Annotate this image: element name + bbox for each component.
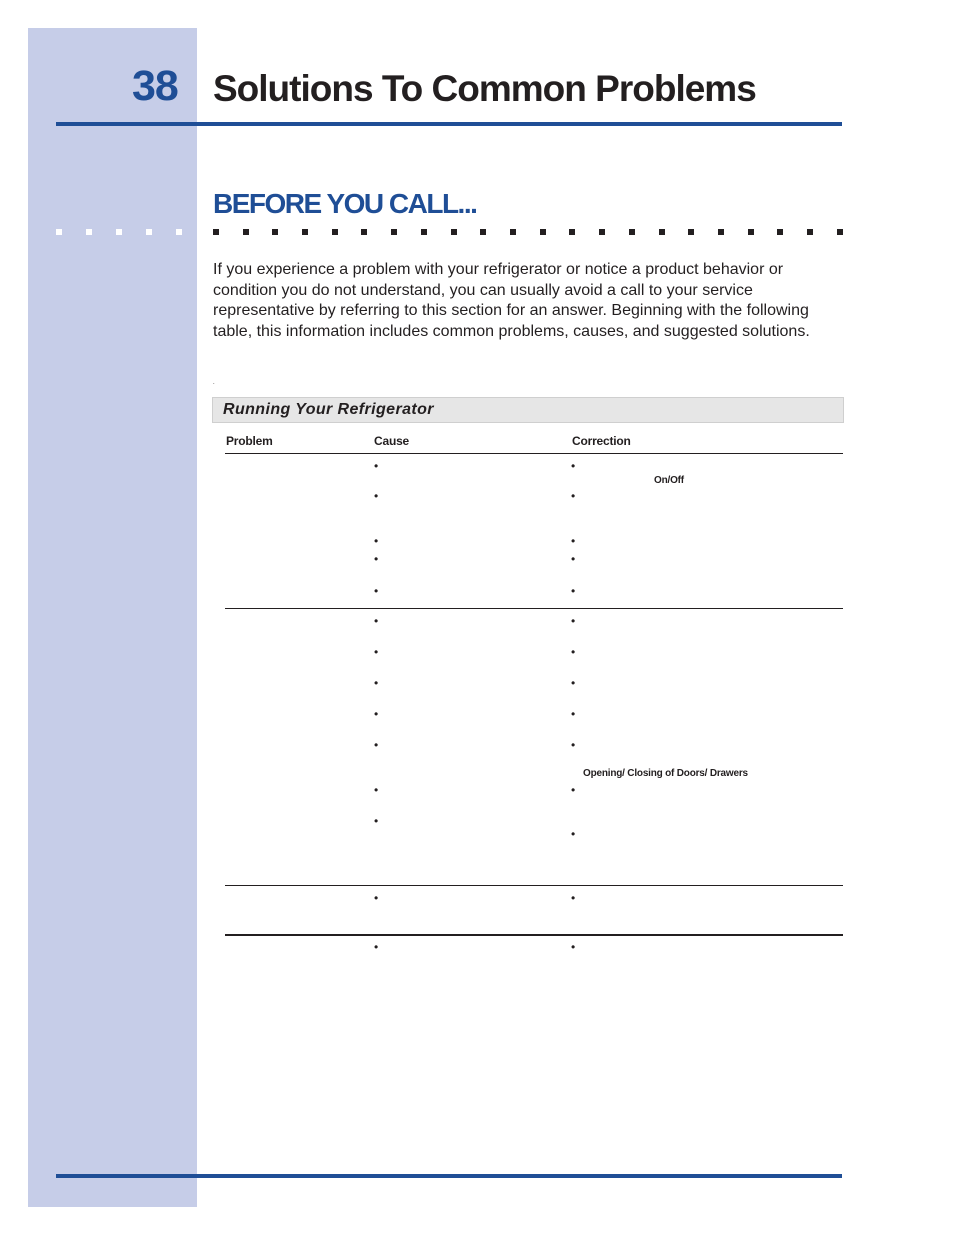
page-title: Solutions To Common Problems — [213, 68, 756, 109]
table-title: Running Your Refrigerator — [223, 401, 434, 418]
footer-rule — [56, 1174, 842, 1178]
divider-dot — [176, 229, 182, 235]
on-off-label: On/Off — [654, 475, 684, 486]
divider-dot — [56, 229, 62, 235]
divider-dot — [302, 229, 308, 235]
header-rule — [56, 122, 842, 126]
correction-bullet: • — [571, 676, 576, 690]
correction-bullet: • — [571, 707, 576, 721]
intro-paragraph: If you experience a problem with your refrigerator or notice a product behavior or condition you do not understand, you can usually avoid a call to your service representative by referring to this section for an answer. Beginning with the following table, this information includes common problems, causes, and suggested solutions. — [213, 261, 810, 340]
divider-dot — [540, 229, 546, 235]
divider-dot — [718, 229, 724, 235]
divider-dot — [807, 229, 813, 235]
correction-bullet: • — [571, 891, 576, 905]
table-title-bar — [212, 397, 844, 423]
divider-dot — [510, 229, 516, 235]
sidebar-band — [28, 28, 197, 1207]
page-number: 38 — [132, 62, 178, 110]
correction-bullet: • — [571, 534, 576, 548]
divider-dot — [837, 229, 843, 235]
divider-dot — [146, 229, 152, 235]
cause-bullet: • — [374, 940, 379, 954]
divider-dot — [748, 229, 754, 235]
divider-dot — [659, 229, 665, 235]
cause-bullet: • — [374, 459, 379, 473]
cause-bullet: • — [374, 814, 379, 828]
divider-dot — [421, 229, 427, 235]
divider-dot — [569, 229, 575, 235]
correction-bullet: • — [571, 738, 576, 752]
opening-closing-label: Opening/ Closing of Doors/ Drawers — [583, 768, 748, 779]
divider-dot — [629, 229, 635, 235]
cause-bullet: • — [374, 552, 379, 566]
divider-dot — [451, 229, 457, 235]
cause-bullet: • — [374, 676, 379, 690]
cause-bullet: • — [374, 489, 379, 503]
cause-bullet: • — [374, 584, 379, 598]
column-header-correction: Correction — [572, 434, 631, 448]
cause-bullet: • — [374, 707, 379, 721]
divider-dot — [688, 229, 694, 235]
cause-bullet: • — [374, 738, 379, 752]
cause-bullet: • — [374, 645, 379, 659]
table-row-divider — [225, 934, 843, 936]
column-header-problem: Problem — [226, 434, 273, 448]
divider-dot — [243, 229, 249, 235]
correction-bullet: • — [571, 489, 576, 503]
divider-dot — [116, 229, 122, 235]
divider-dot — [777, 229, 783, 235]
cause-bullet: • — [374, 534, 379, 548]
cause-bullet: • — [374, 891, 379, 905]
section-heading: BEFORE YOU CALL... — [213, 188, 477, 219]
column-header-cause: Cause — [374, 434, 410, 448]
correction-bullet: • — [571, 827, 576, 841]
stray-mark: . — [213, 380, 215, 386]
divider-dot — [599, 229, 605, 235]
divider-dot — [391, 229, 397, 235]
correction-bullet: • — [571, 459, 576, 473]
divider-dot — [361, 229, 367, 235]
correction-bullet: • — [571, 552, 576, 566]
divider-dot — [480, 229, 486, 235]
divider-dot — [332, 229, 338, 235]
divider-dot — [86, 229, 92, 235]
cause-bullet: • — [374, 614, 379, 628]
table-row-divider — [225, 885, 843, 886]
divider-dot — [213, 229, 219, 235]
table-row-divider — [225, 608, 843, 609]
correction-bullet: • — [571, 783, 576, 797]
table-row-divider — [225, 453, 843, 454]
cause-bullet: • — [374, 783, 379, 797]
divider-dot — [272, 229, 278, 235]
correction-bullet: • — [571, 645, 576, 659]
correction-bullet: • — [571, 614, 576, 628]
correction-bullet: • — [571, 940, 576, 954]
correction-bullet: • — [571, 584, 576, 598]
